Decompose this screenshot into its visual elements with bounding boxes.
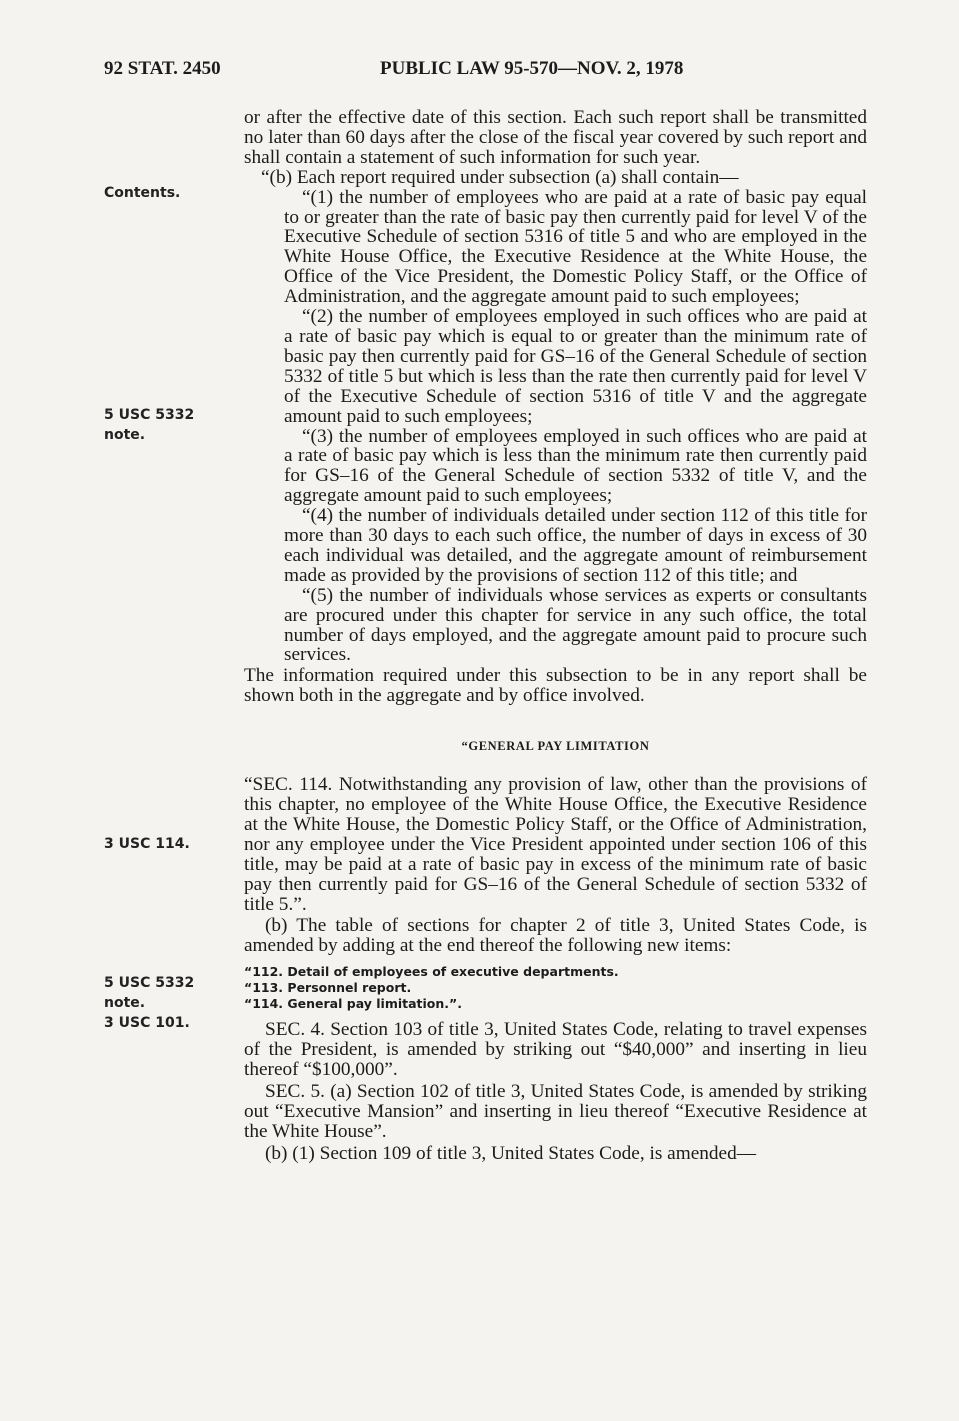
list-item-5: “(5) the number of individuals whose services as experts or consultants are procured under this chapter for service in any such office, the total number of days employed, and the aggregate amount paid to procure such services. <box>284 584 867 666</box>
margin-note-5usc5332-b <box>104 973 214 1033</box>
section-5a-paragraph: SEC. 5. (a) Section 102 of title 3, United States Code, is amended by striking out “Executive Mansion” and inserting in lieu thereof “Executive Residence at the White House”. <box>244 1080 867 1142</box>
section-5b1-paragraph: (b) (1) Section 109 of title 3, United States Code, is amended— <box>265 1142 757 1164</box>
margin-note-line: note. <box>104 995 146 1011</box>
subsection-b-paragraph: “(b) Each report required under subsection (a) shall contain— <box>261 166 739 188</box>
closing-paragraph: The information required under this subsection to be in any report shall be shown both in the aggregate and by office involved. <box>244 665 867 707</box>
section-4-paragraph: SEC. 4. Section 103 of title 3, United States Code, relating to travel expenses of the President, is amended by striking out “$40,000” and inserting in lieu thereof “$100,000”. <box>244 1019 867 1081</box>
section-3b-paragraph: (b) The table of sections for chapter 2 of title 3, United States Code, is amended by adding at the end thereof the following new items: <box>244 915 867 957</box>
margin-note-line: 5 USC 5332 <box>104 407 195 423</box>
margin-note-contents: Contents. <box>104 185 181 201</box>
table-of-sections <box>244 964 867 1012</box>
public-law-title: PUBLIC LAW 95-570—NOV. 2, 1978 <box>380 58 684 79</box>
document-body <box>244 108 867 1164</box>
margin-note-line: 3 USC 101. <box>104 1015 190 1031</box>
margin-note-line: note. <box>104 427 146 443</box>
toc-item: “114. General pay limitation.”. <box>244 996 463 1012</box>
margin-note-3usc114: 3 USC 114. <box>104 836 190 852</box>
margin-note-5usc5332-a <box>104 405 214 445</box>
toc-item: “113. Personnel report. <box>244 980 412 996</box>
section-heading: “GENERAL PAY LIMITATION <box>461 739 650 754</box>
toc-item: “112. Detail of employees of executive departments. <box>244 964 619 980</box>
page-header <box>104 58 864 84</box>
section-114-paragraph: “SEC. 114. Notwithstanding any provision of law, other than the provisions of this chapter, no employee of the White House Office, the Executive Residence at the White House, the Domestic Policy Staff, or the Office of Administration, nor any employee under the Vice President appointed under section 106 of this title, may be paid at a rate of basic pay in excess of the minimum rate of basic pay then currently paid for GS–16 of the General Schedule of section 5332 of title 5.”. <box>244 774 867 915</box>
list-item-4: “(4) the number of individuals detailed under section 112 of this title for more than 30 days to each such office, the number of days in excess of 30 each individual was detailed, and the aggregate amount of reimbursement made as provided by the provisions of section 112 of this title; and <box>284 505 867 586</box>
list-item-1: “(1) the number of employees who are paid at a rate of basic pay equal to or greater than the rate of basic pay then currently paid for level V of the Executive Schedule of section 5316 of title 5 and who are employed in the White House Office, the Executive Residence at the White House, the Office of the Vice President, the Domestic Policy Staff, or the Office of Administration, and the aggregate amount paid to such employees; <box>284 186 867 308</box>
margin-note-line: 5 USC 5332 <box>104 975 195 991</box>
statute-page-number: 92 STAT. 2450 <box>104 58 221 79</box>
list-item-3: “(3) the number of employees employed in such offices who are paid at a rate of basic pay which is less than the minimum rate then currently paid for GS–16 of the General Schedule of section 5332 of title V, and the aggregate amount paid to such employees; <box>284 425 867 507</box>
list-item-2: “(2) the number of employees employed in such offices who are paid at a rate of basic pay which is equal to or greater than the minimum rate of basic pay then currently paid for GS–16 of the General Schedule of section 5332 of title 5 but which is less than the rate then currently paid for level V of the Executive Schedule of section 5316 of title V and the aggregate amount paid to such employees; <box>284 306 867 427</box>
intro-paragraph: or after the effective date of this section. Each such report shall be transmitted no later than 60 days after the close of the fiscal year covered by such report and shall contain a statement of such information for such year. <box>244 107 867 168</box>
